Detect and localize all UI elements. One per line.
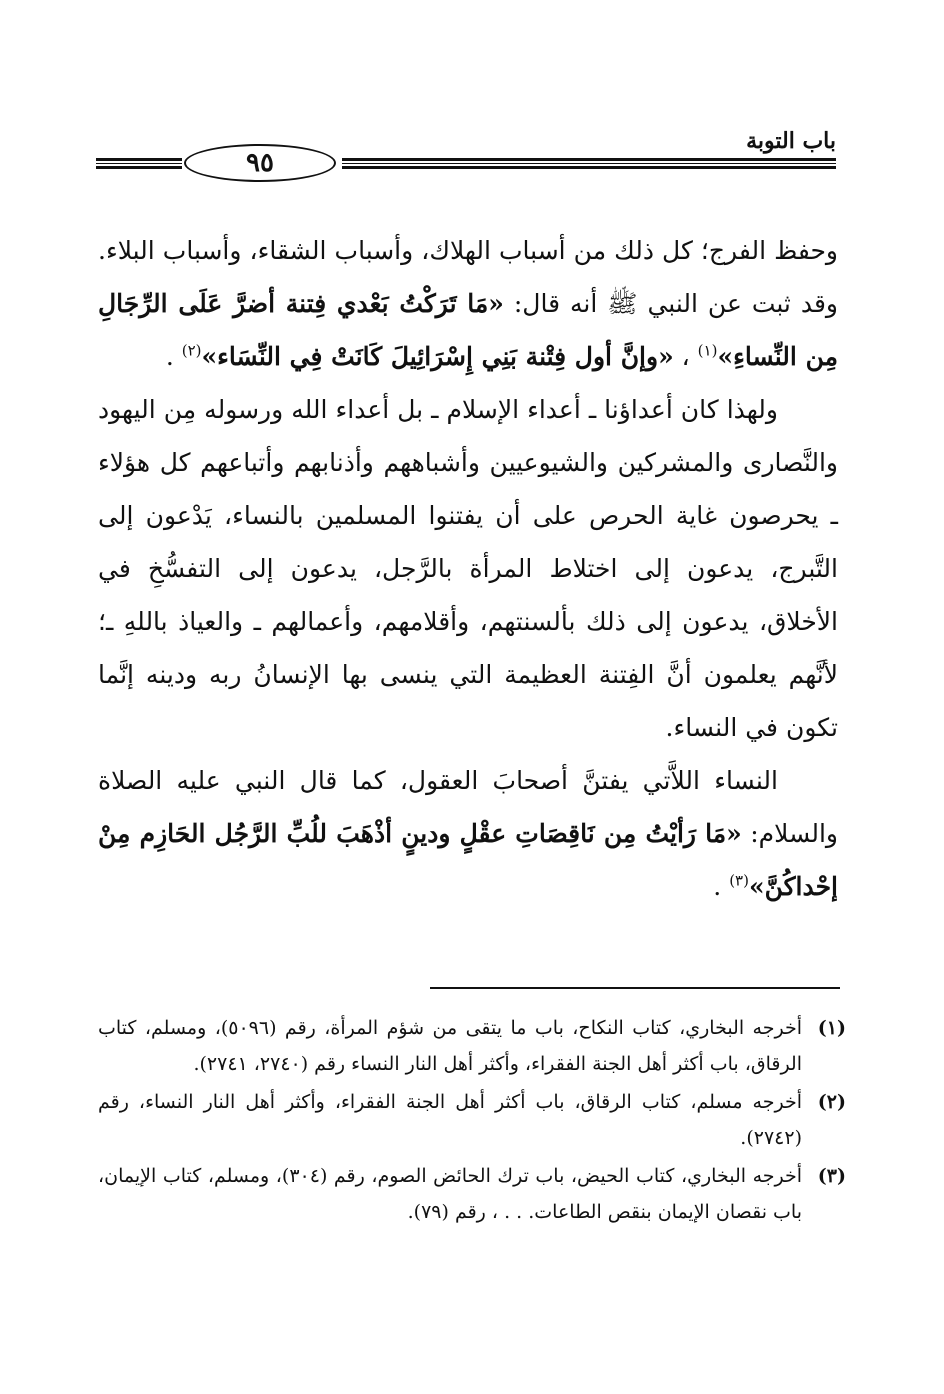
header-rule-left-inner <box>96 163 182 164</box>
paragraph-3-end: . <box>713 872 730 901</box>
footnote-text: أخرجه البخاري، كتاب النكاح، باب ما يتقى من شؤم المرأة، رقم (٥٠٩٦)، ومسلم، كتاب الرقاق، باب أكثر أهل الجنة الفقراء، وأكثر أهل النار النساء رقم (٢٧٤٠، ٢٧٤١). <box>98 1017 802 1075</box>
main-text <box>98 224 838 913</box>
footnote-text: أخرجه البخاري، كتاب الحيض، باب ترك الحائض الصوم، رقم (٣٠٤)، ومسلم، كتاب الإيمان، باب نقصان الإيمان بنقص الطاعات. . . ، رقم (٧٩). <box>98 1165 803 1223</box>
hadith-3: «مَا رَأيْتُ مِن نَاقِصَاتِ عقْلٍ ودينٍ أذْهَبَ للُبِّ الرَّجُل الحَازِم مِنْ إحْداكُنَّ» <box>98 819 838 901</box>
footnote-ref-1: (١) <box>697 341 718 360</box>
hadith-2: «وإنَّ أول فِتْنة بَنِي إِسْرَائِيلَ كَانَتْ فِي النِّسَاء» <box>201 342 674 371</box>
hadith-1: «مَا تَرَكْتُ بَعْدي فِتنة أضرَّ عَلَى الرِّجَالِ مِن النِّساءِ» <box>98 289 838 371</box>
footnote-separator <box>430 987 840 989</box>
paragraph-1-text: وحفظ الفرج؛ كل ذلك من أسباب الهلاك، وأسباب الشقاء، وأسباب البلاء. وقد ثبت عن النبي ﷺ أنه قال: <box>98 236 838 318</box>
chapter-title: باب التوبة <box>746 128 836 154</box>
footnote-ref-2: (٢) <box>181 341 202 360</box>
footnote-text: أخرجه مسلم، كتاب الرقاق، باب أكثر أهل الجنة الفقراء، وأكثر أهل النار النساء، رقم (٢٧٤٢). <box>98 1091 802 1149</box>
paragraph-2: ولهذا كان أعداؤنا ـ أعداء الإسلام ـ بل أعداء الله ورسوله مِن اليهود والنَّصارى والمشركين والشيوعيين وأشباههم وأذنابهم وأتباعهم كل هؤلاء ـ يحرصون غاية الحرص على أن يفتنوا المسلمين بالنساء، يَدْعون إلى التَّبرج، يدعون إلى اختلاط المرأة بالرَّجل، يدعون إلى التفسُّخِ في الأخلاق، يدعون إلى ذلك بألسنتهم، وأقلامهم، وأعمالهم ـ والعياذ باللهِ ـ؛ لأنَّهم يعلمون أنَّ الفِتنة العظيمة التي ينسى بها الإنسانُ ربه ودينه إنَّما تكون في النساء. <box>98 395 838 742</box>
footnote-ref-3: (٣) <box>729 871 749 890</box>
footnote-1 <box>98 1010 846 1082</box>
paragraph-3-text: النساء اللاَّتي يفتنَّ أصحابَ العقول، كما قال النبي عليه الصلاة والسلام: <box>98 766 839 848</box>
footnotes <box>98 1010 846 1232</box>
running-header <box>96 128 836 188</box>
page-number: ٩٥ <box>184 144 336 182</box>
footnote-3 <box>98 1158 846 1230</box>
paragraph-1-end: . <box>165 342 182 371</box>
header-rule-right-inner <box>342 163 836 164</box>
footnote-number: (٣) <box>817 1165 846 1187</box>
separator: ، <box>673 342 698 371</box>
paragraph-3 <box>98 754 838 913</box>
footnote-number: (١) <box>817 1017 846 1039</box>
paragraph-1 <box>98 224 838 383</box>
footnote-number: (٢) <box>817 1091 846 1113</box>
footnote-2 <box>98 1084 846 1156</box>
